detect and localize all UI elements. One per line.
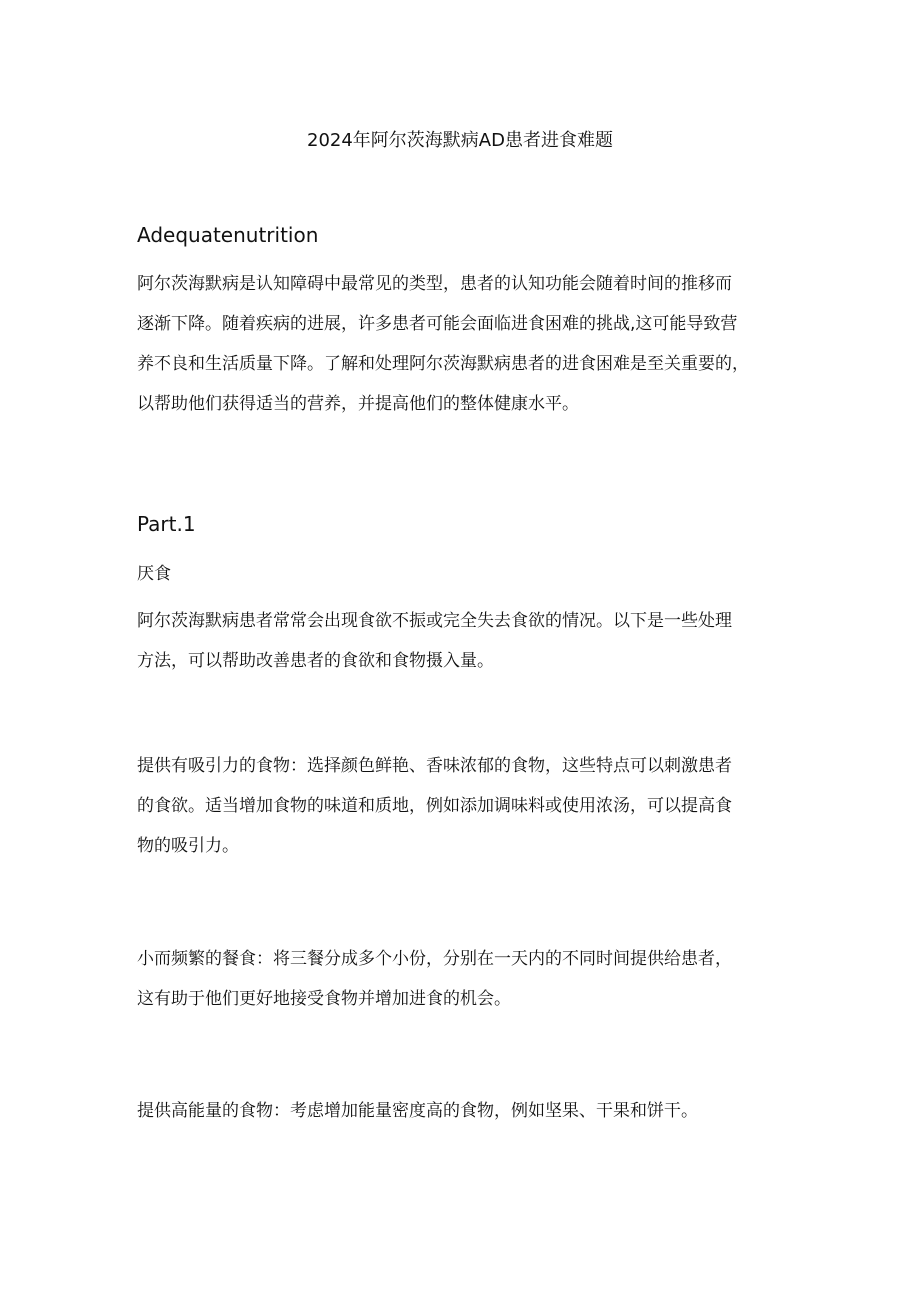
intro-line: 以帮助他们获得适当的营养，并提高他们的整体健康水平。	[137, 394, 579, 414]
part-intro-line: 阿尔茨海默病患者常常会出现食欲不振或完全失去食欲的情况。以下是一些处理	[137, 611, 732, 631]
tip-line: 提供高能量的食物：考虑增加能量密度高的食物，例如坚果、干果和饼干。	[137, 1101, 698, 1121]
tip-line: 的食欲。适当增加食物的味道和质地，例如添加调味料或使用浓汤，可以提高食	[137, 796, 732, 816]
part-intro-line: 方法，可以帮助改善患者的食欲和食物摄入量。	[137, 651, 494, 671]
tip-line: 小而频繁的餐食：将三餐分成多个小份，分别在一天内的不同时间提供给患者，	[137, 949, 732, 969]
tip-line: 提供有吸引力的食物：选择颜色鲜艳、香味浓郁的食物，这些特点可以刺激患者	[137, 756, 732, 776]
tip-line: 这有助于他们更好地接受食物并增加进食的机会。	[137, 989, 511, 1009]
part-heading: Part.1	[137, 512, 196, 536]
part-subtitle: 厌食	[137, 564, 171, 584]
intro-heading: Adequatenutrition	[137, 223, 319, 247]
tip-attractive-food	[137, 746, 797, 866]
document-title: 2024年阿尔茨海默病AD患者进食难题	[307, 130, 613, 151]
part-intro-paragraph	[137, 601, 797, 681]
intro-line: 养不良和生活质量下降。了解和处理阿尔茨海默病患者的进食困难是至关重要的，	[137, 354, 749, 374]
tip-line: 物的吸引力。	[137, 836, 239, 856]
intro-line: 逐渐下降。随着疾病的进展，许多患者可能会面临进食困难的挑战,这可能导致营	[137, 314, 738, 334]
intro-paragraph	[137, 264, 797, 424]
tip-high-energy-food	[137, 1091, 797, 1131]
tip-small-frequent-meals	[137, 939, 797, 1019]
intro-line: 阿尔茨海默病是认知障碍中最常见的类型，患者的认知功能会随着时间的推移而	[137, 274, 732, 294]
